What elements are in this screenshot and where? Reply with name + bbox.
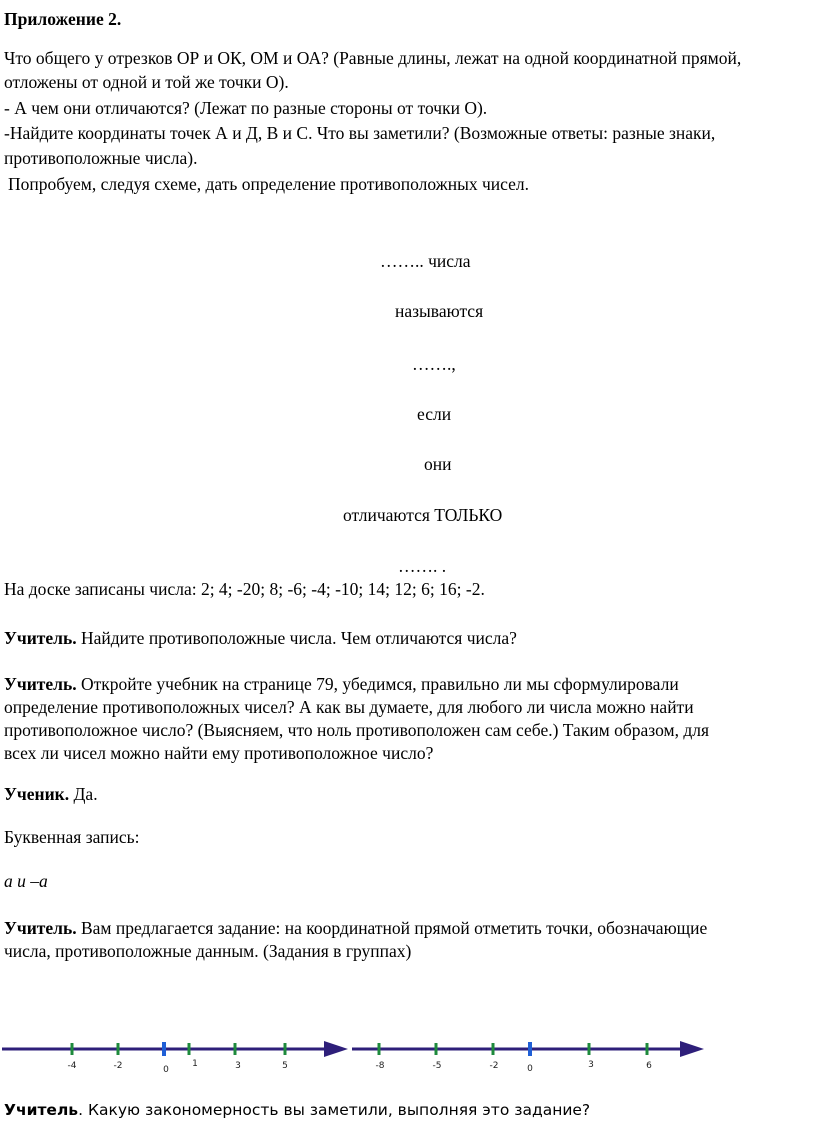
paragraph-line: определение противоположных чисел? А как вы думаете, для любого ли числа можно найти: [4, 697, 694, 717]
tick-label: -5: [432, 1061, 442, 1071]
scheme-line-7: ……. .: [398, 556, 447, 576]
paragraph-text: . Какую закономерность вы заметили, выполняя это задание?: [78, 1101, 591, 1119]
paragraph-line: [4, 917, 707, 939]
paragraph-line: числа, противоположные данным. (Задания в группах): [4, 941, 412, 961]
number-lines-figure: [0, 1025, 816, 1105]
tick-mark: [188, 1043, 191, 1055]
tick-label: 0: [527, 1064, 533, 1074]
tick-mark: [492, 1043, 495, 1055]
tick-label: -4: [67, 1061, 77, 1071]
arrow-head: [324, 1041, 348, 1057]
tick-mark: [162, 1042, 166, 1056]
tick-mark: [284, 1043, 287, 1055]
intro-line-3: - А чем они отличаются? (Лежат по разные стороны от точки О).: [4, 98, 488, 118]
tick-label: -2: [489, 1061, 499, 1071]
intro-line-2: отложены от одной и той же точки О).: [4, 72, 289, 92]
scheme-line-1: …….. числа: [380, 251, 471, 271]
board-numbers: На доске записаны числа: 2; 4; -20; 8; -6; -4; -10; 14; 12; 6; 16; -2.: [4, 579, 485, 599]
tick-label: 3: [588, 1060, 594, 1070]
teacher-final-question: [4, 1099, 590, 1121]
tick-mark: [528, 1042, 532, 1056]
tick-label: 6: [646, 1061, 652, 1071]
paragraph-line: [4, 673, 679, 695]
paragraph-line: противоположное число? (Выясняем, что ноль противоположен сам себе.) Таким образом, для: [4, 720, 710, 740]
number-line-2: [352, 1041, 704, 1074]
speaker-label: Учитель.: [4, 918, 77, 938]
teacher-question-1: [4, 627, 517, 649]
tick-label: -8: [375, 1061, 385, 1071]
tick-label: 0: [163, 1065, 169, 1075]
tick-label: 5: [282, 1061, 288, 1071]
tick-label: 1: [192, 1059, 198, 1069]
paragraph-text: Да.: [69, 784, 98, 804]
paragraph-text: Откройте учебник на странице 79, убедимся, правильно ли мы сформулировали: [76, 674, 679, 694]
intro-line-5: противоположные числа).: [4, 148, 198, 168]
letter-notation-formula: а и –а: [4, 871, 48, 891]
speaker-label: Ученик.: [4, 784, 70, 804]
tick-mark: [117, 1043, 120, 1055]
intro-line-1: Что общего у отрезков ОР и ОК, ОМ и ОА? (Равные длины, лежат на одной координатной прямой,: [4, 48, 742, 68]
letter-notation-title: Буквенная запись:: [4, 827, 140, 847]
paragraph-text: Найдите противоположные числа. Чем отличаются числа?: [76, 628, 517, 648]
scheme-line-6: отличаются ТОЛЬКО: [343, 505, 503, 525]
speaker-label: Учитель: [4, 1101, 79, 1119]
heading: Приложение 2.: [4, 9, 122, 29]
tick-mark: [588, 1043, 591, 1055]
intro-line-6: Попробуем, следуя схеме, дать определение противоположных чисел.: [8, 174, 529, 194]
arrow-head: [680, 1041, 704, 1057]
tick-mark: [435, 1043, 438, 1055]
student-answer: [4, 783, 98, 805]
paragraph-text: Вам предлагается задание: на координатной прямой отметить точки, обозначающие: [76, 918, 708, 938]
paragraph-line: всех ли чисел можно найти ему противоположное число?: [4, 743, 434, 763]
tick-mark: [234, 1043, 237, 1055]
speaker-label: Учитель.: [4, 628, 77, 648]
tick-mark: [378, 1043, 381, 1055]
tick-mark: [71, 1043, 74, 1055]
speaker-label: Учитель.: [4, 674, 77, 694]
scheme-line-4: если: [417, 404, 452, 424]
scheme-line-3: …….,: [412, 354, 456, 374]
scheme-line-5: они: [424, 454, 452, 474]
tick-label: -2: [113, 1061, 123, 1071]
tick-mark: [646, 1043, 649, 1055]
number-line-1: [2, 1041, 348, 1075]
intro-line-4: -Найдите координаты точек А и Д, В и С. Что вы заметили? (Возможные ответы: разные знаки,: [4, 123, 716, 143]
scheme-line-2: называются: [395, 301, 484, 321]
tick-label: 3: [235, 1061, 241, 1071]
